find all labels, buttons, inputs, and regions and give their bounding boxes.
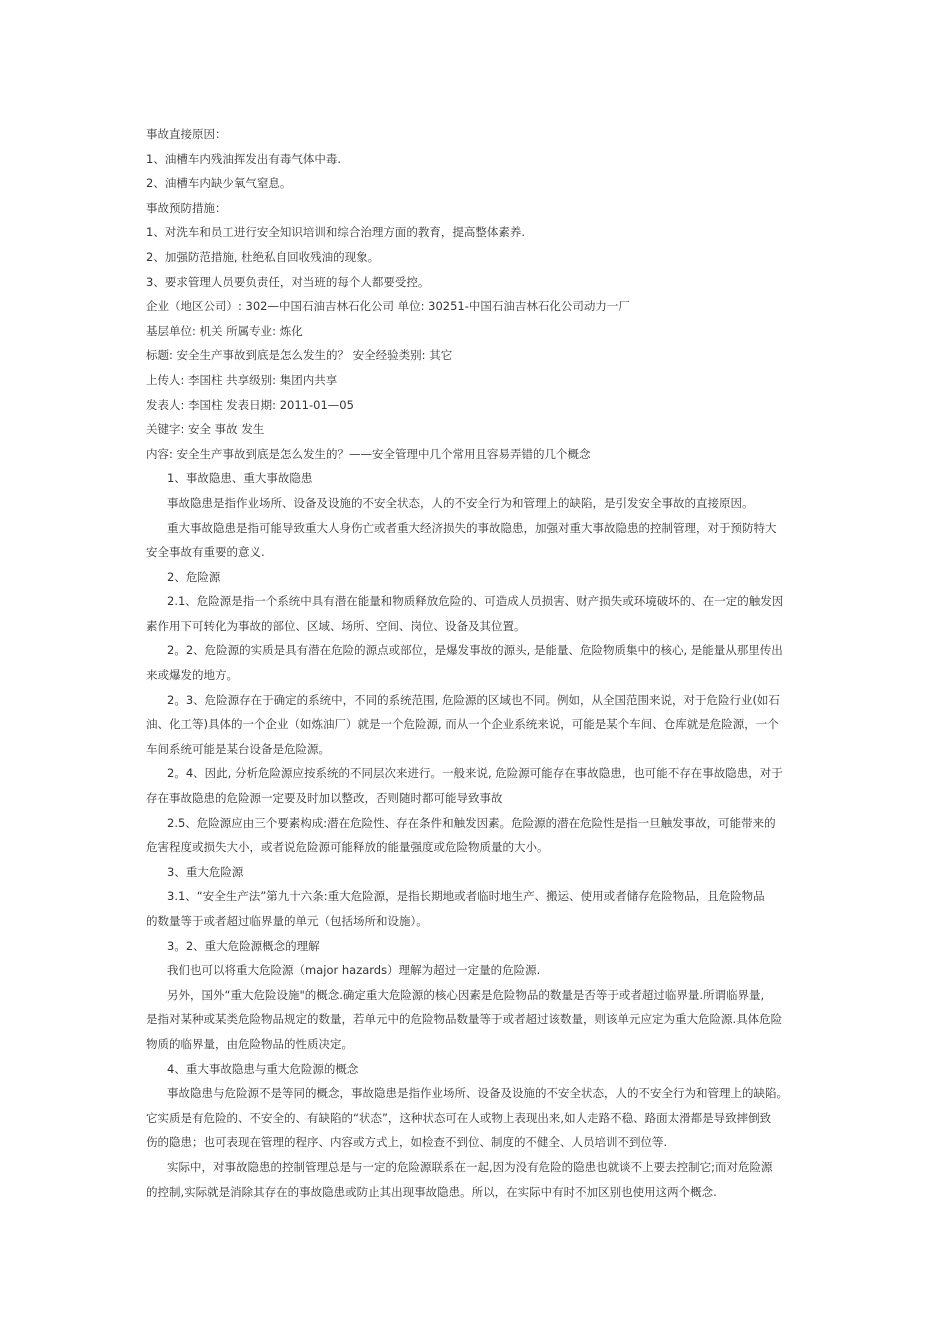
text-line: 3、要求管理人员要负责任，对当班的每个人都要受控。 <box>146 274 430 289</box>
text-line: 3。2、重大危险源概念的理解 <box>167 938 320 953</box>
text-line: 存在事故隐患的危险源一定要及时加以整改，否则随时都可能导致事故 <box>146 791 503 806</box>
text-line: 4、重大事故隐患与重大危险源的概念 <box>167 1061 359 1076</box>
text-line: 2.5、危险源应由三个要素构成:潜在危险性、存在条件和触发因素。危险源的潜在危险性是指一旦触发事故，可能带来的 <box>167 815 776 830</box>
text-line: 安全事故有重要的意义. <box>146 545 265 560</box>
text-line: 来或爆发的地方。 <box>146 668 238 683</box>
text-line: 的数量等于或者超过临界量的单元（包括场所和设施）。 <box>146 914 428 928</box>
text-line: 2。2、危险源的实质是具有潜在危险的源点或部位，是爆发事故的源头, 是能量、危险物质集中的核心, 是能量从那里传出 <box>167 643 783 658</box>
text-line: 的控制,实际就是消除其存在的事故隐患或防止其出现事故隐患。所以，在实际中有时不加区别也使用这两个概念. <box>146 1184 717 1199</box>
text-line: 车间系统可能是某台设备是危险源。 <box>146 741 330 756</box>
text-line: 重大事故隐患是指可能导致重大人身伤亡或者重大经济损失的事故隐患，加强对重大事故隐患的控制管理，对于预防特大 <box>167 520 777 535</box>
text-line: 事故隐患与危险源不是等同的概念，事故隐患是指作业场所、设备及设施的不安全状态，人的不安全行为和管理上的缺陷。 <box>167 1086 788 1101</box>
text-line: 内容: 安全生产事故到底是怎么发生的？——安全管理中几个常用且容易弄错的几个概念 <box>146 446 591 461</box>
text-line: 危害程度或损失大小，或者说危险源可能释放的能量强度或危险物质量的大小。 <box>146 840 549 855</box>
text-line: 事故隐患是指作业场所、设备及设施的不安全状态，人的不安全行为和管理上的缺陷，是引发安全事故的直接原因。 <box>167 495 754 510</box>
text-line: 物质的临界量，由危险物品的性质决定。 <box>146 1036 353 1051</box>
text-line: 伤的隐患；也可表现在管理的程序、内容或方式上，如检查不到位、制度的不健全、人员培训不到位等. <box>146 1135 668 1150</box>
text-line: 它实质是有危险的、不安全的、有缺陷的“状态”，这种状态可在人或物上表现出来,如人走路不稳、路面太滑都是导致摔倒致 <box>146 1110 772 1125</box>
text-line: 实际中，对事故隐患的控制管理总是与一定的危险源联系在一起,因为没有危险的隐患也就谈不上要去控制它;而对危险源 <box>167 1159 773 1174</box>
text-line: 基层单位: 机关 所属专业: 炼化 <box>146 323 303 338</box>
text-line: 标题: 安全生产事故到底是怎么发生的？ 安全经验类别: 其它 <box>146 348 453 363</box>
text-line: 2、危险源 <box>167 569 221 584</box>
text-line: 油、化工等)具体的一个企业（如炼油厂）就是一个危险源, 而从一个企业系统来说，可能是某个车间、仓库就是危险源，一个 <box>146 717 779 732</box>
text-line: 2、油槽车内缺少氧气窒息。 <box>146 176 292 191</box>
text-line: 是指对某种或某类危险物品规定的数量，若单元中的危险物品数量等于或者超过该数量，则该单元应定为重大危险源.具体危险 <box>146 1012 783 1027</box>
document-body <box>146 122 810 1204</box>
text-line: 企业（地区公司）: 302—中国石油吉林石化公司 单位: 30251-中国石油吉林石化公司动力一厂 <box>146 299 630 314</box>
text-line: 1、事故隐患、重大事故隐患 <box>167 471 313 486</box>
text-line: 素作用下可转化为事故的部位、区域、场所、空间、岗位、设备及其位置。 <box>146 618 526 633</box>
text-line: 发表人: 李国柱 发表日期: 2011-01—05 <box>146 397 354 412</box>
text-line: 3.1、“安全生产法”第九十六条:重大危险源，是指长期地或者临时地生产、搬运、使用或者储存危险物品，且危险物品 <box>167 889 765 904</box>
text-line: 事故预防措施： <box>146 200 227 215</box>
text-line: 2。4、因此, 分析危险源应按系统的不同层次来进行。一般来说, 危险源可能存在事故隐患，也可能不存在事故隐患，对于 <box>167 766 783 781</box>
text-line: 2.1、危险源是指一个系统中具有潜在能量和物质释放危险的、可造成人员损害、财产损失或环境破坏的、在一定的触发因 <box>167 594 784 609</box>
text-line: 另外，国外“重大危险设施"的概念.确定重大危险源的核心因素是危险物品的数量是否等于或者超过临界量.所谓临界量, <box>167 987 765 1002</box>
text-line: 事故直接原因： <box>146 127 227 141</box>
text-line: 3、重大危险源 <box>167 864 244 879</box>
text-line: 我们也可以将重大危险源（major hazards）理解为超过一定量的危险源. <box>167 963 541 978</box>
text-line: 1、对洗车和员工进行安全知识培训和综合治理方面的教育，提高整体素养. <box>146 225 525 240</box>
text-line: 上传人: 李国柱 共享级别: 集团内共享 <box>146 372 338 387</box>
text-line: 2。3、危险源存在于确定的系统中，不同的系统范围, 危险源的区域也不同。例如，从全国范围来说，对于危险行业(如石 <box>167 692 780 707</box>
text-line: 1、油槽车内残油挥发出有毒气体中毒. <box>146 151 341 166</box>
text-line: 2、加强防范措施, 杜绝私自回收残油的现象。 <box>146 249 380 264</box>
text-line: 关键字: 安全 事故 发生 <box>146 422 265 437</box>
